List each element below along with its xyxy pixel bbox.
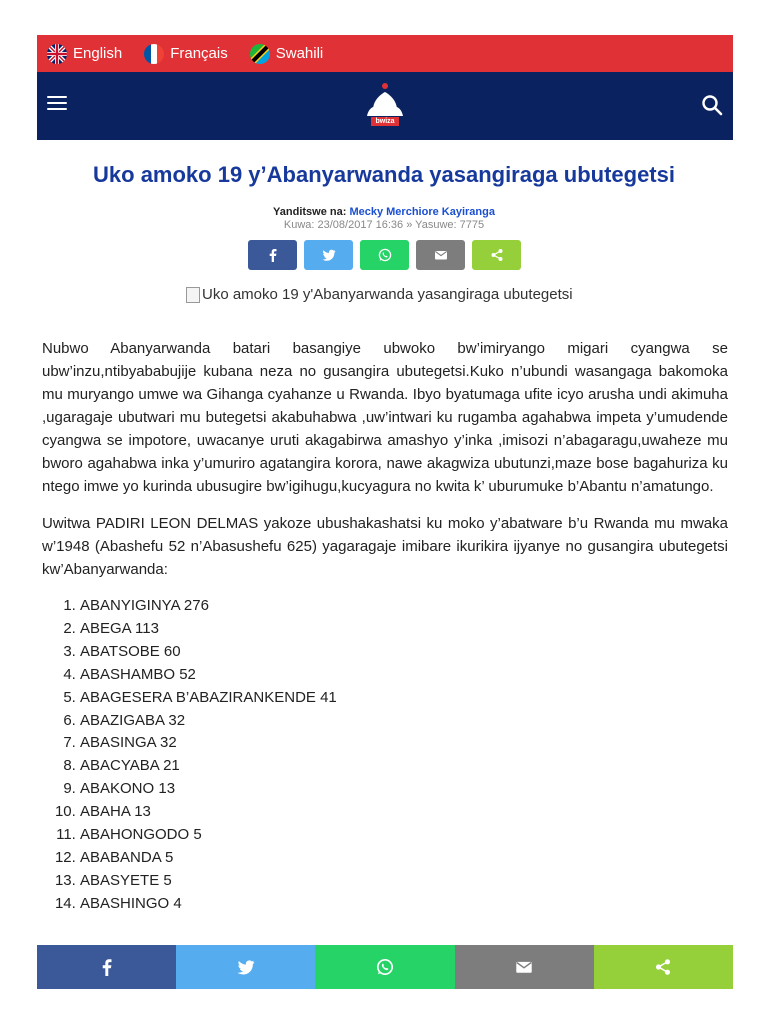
language-french-label: Français <box>170 45 228 62</box>
logo-text: bwiza <box>375 118 395 125</box>
email-share-button[interactable] <box>416 240 465 270</box>
page-frame <box>37 35 733 140</box>
tanzania-flag-icon <box>250 44 270 64</box>
whatsapp-share-button[interactable] <box>360 240 409 270</box>
list-item: 1. ABANYIGINYA 276 <box>80 595 728 618</box>
list-item: 14. ABASHINGO 4 <box>80 893 728 916</box>
article-meta <box>0 206 768 232</box>
clan-list <box>42 595 728 916</box>
share-icon <box>654 958 672 976</box>
email-icon <box>515 958 533 976</box>
facebook-share-button[interactable] <box>248 240 297 270</box>
article-paragraph-2: Uwitwa PADIRI LEON DELMAS yakoze ubushakashatsi ku moko y’abatware b’u Rwanda mu mwaka w’1948 (Abashefu 52 n’Abasushefu 625) yagaragaje imibare ikurikira ijyanye no gusangira ubutegetsi kw’Abanyarwanda: <box>42 515 728 578</box>
facebook-icon <box>266 248 280 262</box>
language-english-label: English <box>73 45 123 62</box>
twitter-share-button[interactable] <box>304 240 353 270</box>
author-prefix: Yanditswe na: <box>273 206 347 218</box>
email-share-button[interactable] <box>455 945 594 989</box>
list-item: 10. ABAHA 13 <box>80 801 728 824</box>
language-swahili-label: Swahili <box>275 45 324 62</box>
list-item: 3. ABATSOBE 60 <box>80 641 728 664</box>
search-icon[interactable] <box>701 94 723 116</box>
share-bar-bottom <box>37 945 733 989</box>
article-image <box>186 286 573 303</box>
list-item: 9. ABAKONO 13 <box>80 778 728 801</box>
list-item: 2. ABEGA 113 <box>80 618 728 641</box>
list-item: 7. ABASINGA 32 <box>80 732 728 755</box>
list-item: 12. ABABANDA 5 <box>80 847 728 870</box>
facebook-icon <box>98 958 116 976</box>
site-header <box>37 72 733 140</box>
author-link[interactable]: Mecky Merchiore Kayiranga <box>349 206 495 218</box>
article-paragraph-1: Nubwo Abanyarwanda batari basangiye ubwoko bw’imiryango migari cyangwa se ubw’inzu,ntibyababujije kubana neza no gusangira ubutegetsi.Kuko n’ubundi wasangaga bakomoka mu muryango umwe wa Gihanga cyahanze u Rwanda. Ibyo byatumaga ufite icyo arusha undi akimuha ,ugaragaje ubutwari mu butegetsi akabuhabwa ,uw’intwari ku rugamba agahabwa impeta y’umudende cyangwa se impotore, uwacanye uruti akagabirwa amashyo y’inka ,imisozi n’abagaragu,uwaheze mu bworo agahabwa inka y’umuriro agatangira korora, nawe akagwiza ubutunzi,maze bose bagahuriza ku ntego imwe yo kurinda ubusugire bw’igihugu,kucyagura no kwita k’ uburumuke b’Abantu n’amatungo. <box>42 340 728 495</box>
twitter-icon <box>237 958 255 976</box>
broken-image-icon <box>186 287 200 303</box>
language-swahili-link[interactable] <box>250 44 324 64</box>
language-bar <box>37 35 733 72</box>
whatsapp-share-button[interactable] <box>315 945 454 989</box>
whatsapp-icon <box>378 248 392 262</box>
france-flag-icon <box>144 44 164 64</box>
article-date-views: Kuwa: 23/08/2017 16:36 » Yasuwe: 7775 <box>283 219 485 231</box>
facebook-share-button[interactable] <box>37 945 176 989</box>
list-item: 6. ABAZIGABA 32 <box>80 710 728 733</box>
generic-share-button[interactable] <box>472 240 521 270</box>
whatsapp-icon <box>376 958 394 976</box>
uk-flag-icon <box>47 44 67 64</box>
share-icon <box>490 248 504 262</box>
generic-share-button[interactable] <box>594 945 733 989</box>
article-image-alt: Uko amoko 19 y'Abanyarwanda yasangiraga ubutegetsi <box>202 286 573 303</box>
list-item: 13. ABASYETE 5 <box>80 870 728 893</box>
list-item: 8. ABACYABA 21 <box>80 755 728 778</box>
twitter-icon <box>322 248 336 262</box>
article-body <box>42 337 728 916</box>
site-logo[interactable] <box>355 80 415 130</box>
list-item: 11. ABAHONGODO 5 <box>80 824 728 847</box>
article-title: Uko amoko 19 y’Abanyarwanda yasangiraga ubutegetsi <box>93 162 675 187</box>
list-item: 5. ABAGESERA B’ABAZIRANKENDE 41 <box>80 687 728 710</box>
email-icon <box>434 248 448 262</box>
language-french-link[interactable] <box>144 44 228 64</box>
share-buttons-top <box>248 240 528 270</box>
language-english-link[interactable] <box>47 44 122 64</box>
list-item: 4. ABASHAMBO 52 <box>80 664 728 687</box>
hamburger-menu-icon[interactable] <box>47 96 67 112</box>
twitter-share-button[interactable] <box>176 945 315 989</box>
